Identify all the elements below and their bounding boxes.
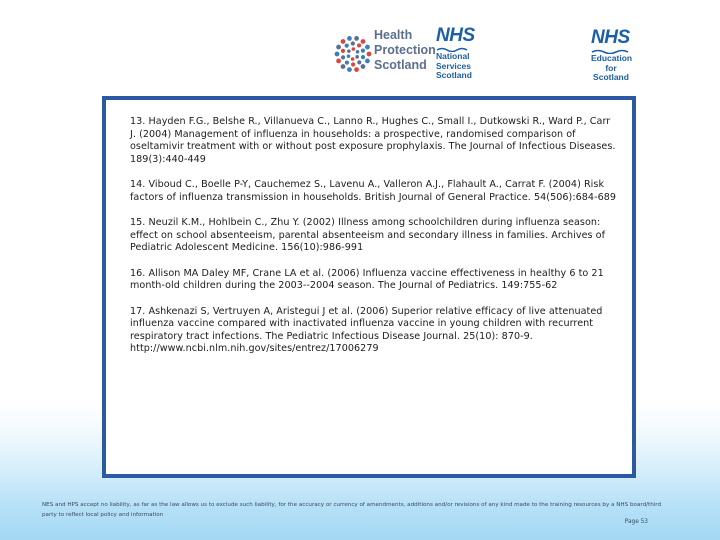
references-box	[102, 96, 636, 478]
reference-item: 16. Allison MA Daley MF, Crane LA et al. (2006) Influenza vaccine effectiveness in healthy 6 to 21 month-old children during the 2003--2004 season. The Journal of Pediatrics. 149:755-62	[130, 267, 604, 291]
logo-dot	[361, 64, 366, 69]
hps-logo-text	[374, 28, 436, 73]
health-protection-scotland-logo	[334, 27, 434, 83]
logo-dot	[354, 67, 359, 72]
logo-dot	[357, 60, 361, 64]
nhs-mark-nss: NHS	[436, 25, 475, 46]
reference-item: 14. Viboud C., Boelle P-Y, Cauchemez S., Lavenu A., Valleron A.J., Flahault A., Carrat F. (2004) Risk factors of influenza transmission in households. British Journal of General Practice. 54(506):684-689	[130, 179, 617, 203]
page-number: Page 53	[624, 519, 648, 525]
hps-logo-line3: Scotland	[374, 58, 427, 72]
references-list	[130, 116, 618, 369]
logo-dot	[336, 59, 341, 64]
nss-logo-line3: Scotland	[436, 70, 472, 80]
logo-dot	[357, 43, 361, 47]
logo-dot	[341, 55, 345, 59]
nss-logo-line1: National	[436, 51, 470, 61]
logo-dot	[352, 47, 356, 51]
logo-dot	[356, 50, 360, 54]
logo-dot	[341, 49, 345, 53]
logo-dot	[365, 59, 370, 64]
nhs-mark-edu: NHS	[591, 27, 630, 48]
edu-logo-line1: Education	[591, 53, 633, 63]
hps-logo-line1: Health	[374, 28, 413, 42]
logo-dot	[335, 52, 340, 57]
logo-dot	[355, 55, 359, 59]
logo-dot	[351, 57, 355, 61]
logo-dot	[367, 52, 372, 57]
logo-dot	[361, 39, 366, 44]
logo-dot	[345, 60, 349, 64]
logo-dot	[341, 64, 346, 69]
logo-dot	[351, 41, 355, 45]
logo-dot	[365, 45, 370, 50]
logo-dot	[361, 49, 365, 53]
logo-dot	[336, 45, 341, 50]
logo-dot	[347, 67, 352, 72]
logo-dot	[354, 36, 359, 41]
logo-dot	[347, 49, 351, 53]
logo-dot	[345, 43, 349, 47]
reference-item: 15. Neuzil K.M., Hohlbein C., Zhu Y. (2002) Illness among schoolchildren during influenza season: effect on school absenteeism, parental absenteeism and secondary illness in families. Archives of Pediatric Adolescent Medicine. 156(10):986-991	[130, 217, 606, 253]
footer-disclaimer: NES and HPS accept no liability, as far as the law allows us to exclude such liability, for the accuracy or currency of amendments, additions and/or revisions of any kind made to the training resources by a NHS board/third party to reflect local policy and information	[42, 502, 662, 518]
hps-logo-line2: Protection	[374, 43, 436, 57]
reference-item: 13. Hayden F.G., Belshe R., Villanueva C., Lanno R., Hughes C., Small I., Dutkowski R., Ward P., Carr J. (2004) Management of influenza in households: a prospective, randomised comparison of oseltamivir treatment with or without post exposure prophylaxis. The Journal of Infectious Diseases. 189(3):440-449	[130, 116, 616, 165]
logo-dot	[361, 55, 365, 59]
logo-dot	[351, 62, 355, 66]
nhs-national-services-scotland-logo	[436, 26, 486, 81]
reference-item: 17. Ashkenazi S, Vertruyen A, Aristegui J et al. (2006) Superior relative efficacy of live attenuated influenza vaccine compared with inactivated influenza vaccine in young children with recurrent respiratory tract infections. The Pediatric Infectious Disease Journal. 25(10): 870-9. http://www.ncbi.nlm.nih.gov/sites/entrez/17006279	[130, 305, 603, 354]
logo-dot	[341, 39, 346, 44]
nss-logo-line2: Services	[436, 60, 471, 71]
edu-logo-line3: Scotland	[593, 72, 629, 82]
edu-logo-line2: for	[605, 62, 617, 73]
dotted-circle-logo-icon	[334, 29, 372, 79]
logo-dot	[347, 36, 352, 41]
nhs-education-for-scotland-logo	[591, 28, 643, 83]
logo-dot	[347, 54, 351, 58]
